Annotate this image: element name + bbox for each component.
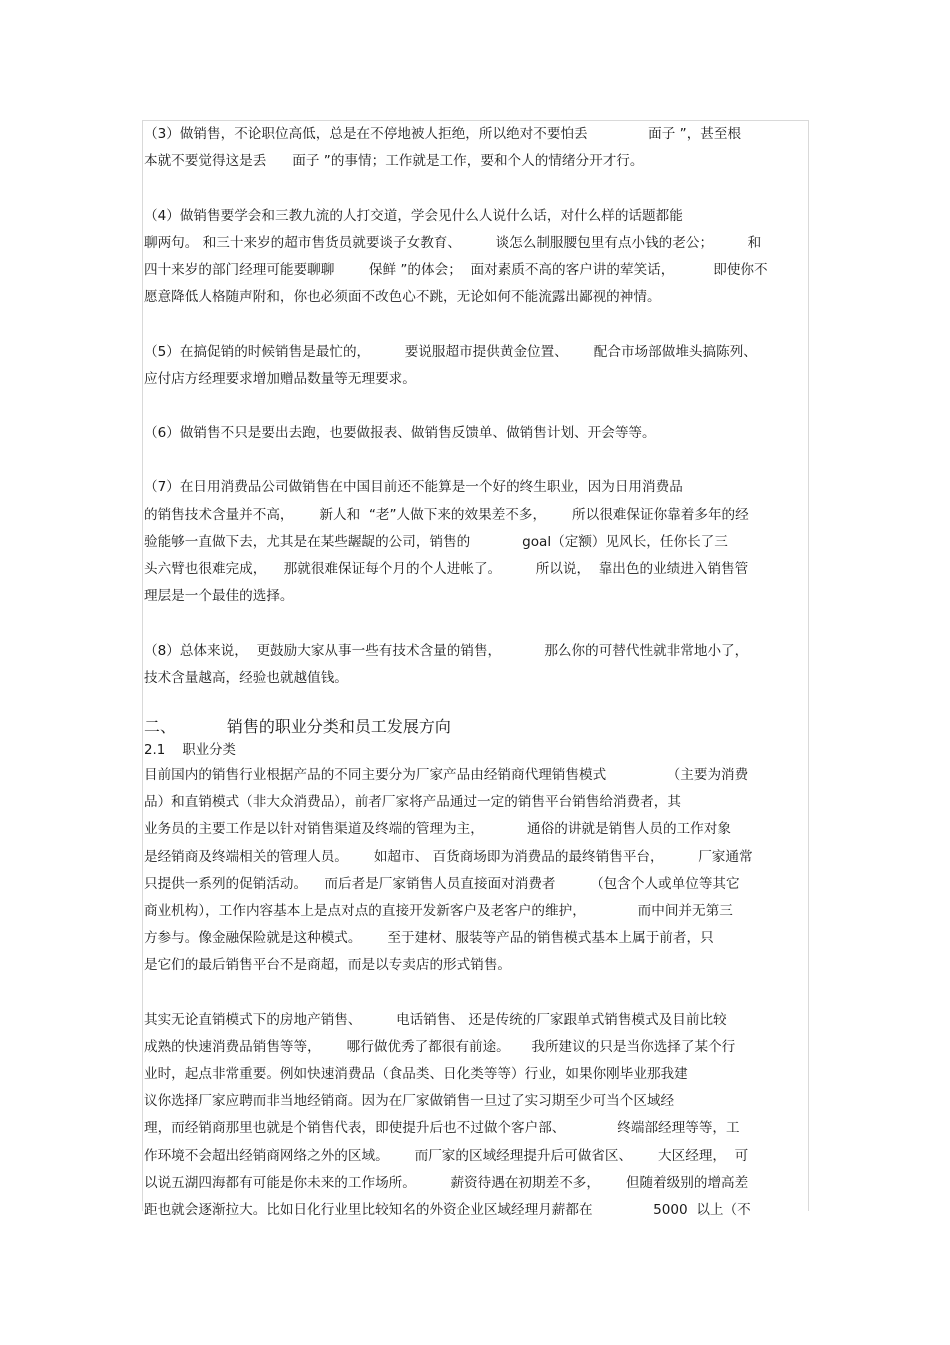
text-line: 业务员的主要工作是以针对销售渠道及终端的管理为主， 通俗的讲就是销售人员的工作对象 (144, 821, 731, 838)
text-line: 验能够一直做下去，尤其是在某些龌龊的公司，销售的 goal（定额）见风长，任你长了三 (144, 533, 728, 550)
paragraph-8 (144, 638, 804, 692)
paragraph-spacer (144, 311, 804, 338)
text-line: 理，而经销商那里也就是个销售代表，即使提升后也不过做个客户部、 终端部经理等等，工 (144, 1120, 740, 1137)
text-line: 成熟的快速消费品销售等等， 哪行做优秀了都很有前途。 我所建议的只是当你选择了某个行 (144, 1038, 736, 1055)
text-line: （4）做销售要学会和三教九流的人打交道，学会见什么人说什么话，对什么样的话题都能 (144, 207, 683, 224)
text-line: 的销售技术含量并不高， 新人和 “老”人做下来的效果差不多， 所以很难保证你靠着多年的经 (144, 506, 749, 523)
text-line: （3）做销售，不论职位高低，总是在不停地被人拒绝，所以绝对不要怕丢 面子 ”，甚至根 (144, 126, 742, 142)
text-line: 是经销商及终端相关的管理人员。 如超市、 百货商场即为消费品的最终销售平台， 厂家通常 (144, 848, 753, 865)
text-line: 目前国内的销售行业根据产品的不同主要分为厂家产品由经销商代理销售模式 （主要为消费 (144, 766, 749, 783)
text-line: 理层是一个最佳的选择。 (144, 588, 294, 605)
paragraph-5 (144, 339, 804, 393)
section-heading: 二、 销售的职业分类和员工发展方向 (144, 716, 451, 736)
text-line: 是它们的最后销售平台不是商超，而是以专卖店的形式销售。 (144, 957, 512, 974)
text-line: （6）做销售不只是要出去跑，也要做报表、做销售反馈单、做销售计划、开会等等。 (144, 425, 656, 442)
section-spacer (144, 692, 804, 712)
text-line: 技术含量越高，经验也就越值钱。 (144, 669, 348, 686)
paragraph-advice (144, 1007, 804, 1225)
text-line: 本就不要觉得这是丢 面子 ”的事情；工作就是工作，要和个人的情绪分开才行。 (144, 153, 644, 170)
paragraph-4 (144, 203, 804, 312)
paragraph-3 (144, 121, 804, 175)
paragraph-classification (144, 762, 804, 980)
paragraph-spacer (144, 393, 804, 420)
text-line: 愿意降低人格随声附和，你也必须面不改色心不跳，无论如何不能流露出鄙视的神情。 (144, 289, 661, 306)
text-line: 应付店方经理要求增加赠品数量等无理要求。 (144, 370, 416, 387)
text-line: 方参与。像金融保险就是这种模式。 至于建材、服装等产品的销售模式基本上属于前者，只 (144, 930, 714, 947)
paragraph-spacer (144, 447, 804, 474)
paragraph-spacer (144, 610, 804, 637)
document-body (144, 121, 804, 1224)
text-line: （8）总体来说， 更鼓励大家从事一些有技术含量的销售， 那么你的可替代性就非常地小了， (144, 642, 749, 659)
text-line: 商业机构），工作内容基本上是点对点的直接开发新客户及老客户的维护， 而中间并无第三 (144, 902, 733, 919)
paragraph-spacer (144, 979, 804, 1006)
text-line: 以说五湖四海都有可能是你未来的工作场所。 薪资待遇在初期差不多， 但随着级别的增高差 (144, 1174, 749, 1191)
text-line: 只提供一系列的促销活动。 而后者是厂家销售人员直接面对消费者 （包含个人或单位等其它 (144, 875, 740, 892)
paragraph-spacer (144, 175, 804, 202)
paragraph-6 (144, 420, 804, 447)
text-line: 聊两句。 和三十来岁的超市售货员就要谈子女教育、 谈怎么制服腰包里有点小钱的老公； 和 (144, 234, 762, 251)
text-line: 品）和直销模式（非大众消费品），前者厂家将产品通过一定的销售平台销售给消费者，其 (144, 794, 681, 811)
text-line: 其实无论直销模式下的房地产销售、 电话销售、 还是传统的厂家跟单式销售模式及目前比较 (144, 1011, 727, 1028)
text-line: 议你选择厂家应聘而非当地经销商。因为在厂家做销售一旦过了实习期至少可当个区域经 (144, 1093, 675, 1110)
text-line: 头六臂也很难完成， 那就很难保证每个月的个人进帐了。 所以说， 靠出色的业绩进入销售管 (144, 561, 749, 577)
text-line: 四十来岁的部门经理可能要聊聊 保鲜 ”的体会； 面对素质不高的客户讲的荤笑话， 即使你不 (144, 261, 768, 278)
text-line: 作环境不会超出经销商网络之外的区域。 而厂家的区域经理提升后可做省区、 大区经理， 可 (144, 1147, 749, 1164)
paragraph-7 (144, 474, 804, 610)
subsection-heading: 2.1 职业分类 (144, 742, 236, 758)
text-line: 距也就会逐渐拉大。比如日化行业里比较知名的外资企业区域经理月薪都在 5000 以上（不 (144, 1201, 751, 1218)
text-line: （5）在搞促销的时候销售是最忙的， 要说服超市提供黄金位置、 配合市场部做堆头搞陈列、 (144, 343, 757, 360)
text-line: （7）在日用消费品公司做销售在中国目前还不能算是一个好的终生职业，因为日用消费品 (144, 479, 683, 496)
text-line: 业时，起点非常重要。例如快速消费品（食品类、日化类等等）行业，如果你刚毕业那我建 (144, 1066, 688, 1082)
